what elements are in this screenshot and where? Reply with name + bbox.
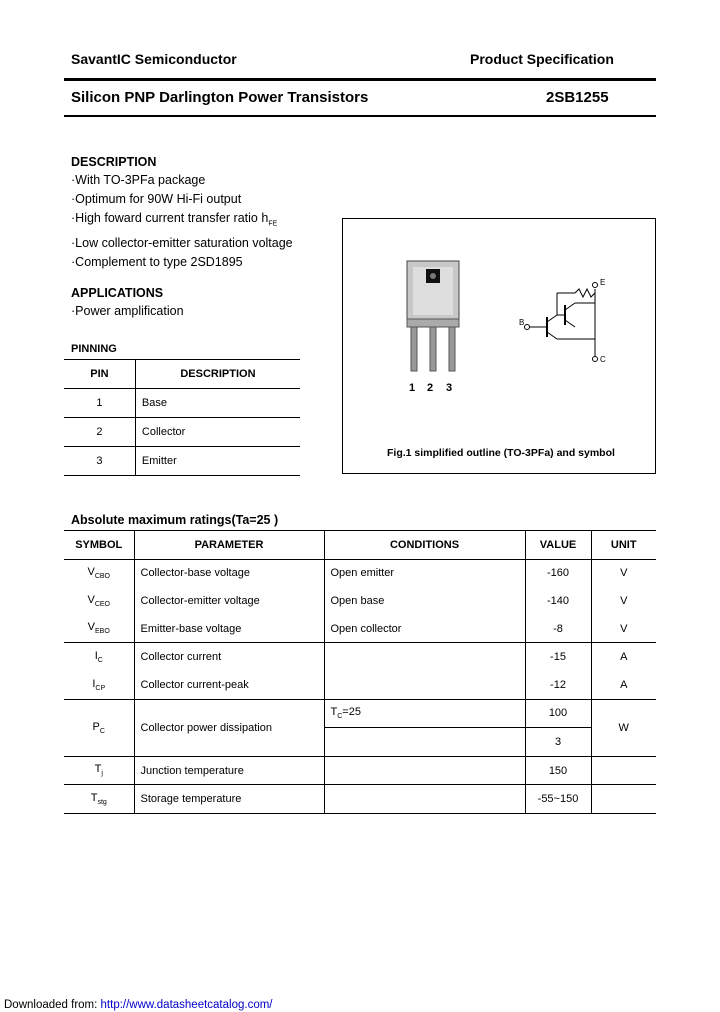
ratings-heading: Absolute maximum ratings(Ta=25 ) [71, 513, 279, 527]
table-row: 3 Emitter [64, 447, 300, 476]
figure-caption: Fig.1 simplified outline (TO-3PFa) and symbol [387, 447, 615, 459]
description-item: ·High foward current transfer ratio $h_{FE}$ [71, 211, 278, 228]
ratings-header-row: SYMBOL PARAMETER CONDITIONS VALUE UNIT [64, 531, 656, 560]
table-row: 1 Base [64, 389, 300, 418]
table-row: $T_j$ Junction temperature 150 [64, 756, 656, 785]
lead-1 [411, 327, 417, 371]
pinning-header-row [64, 360, 300, 389]
company-name: SavantIC Semiconductor [71, 51, 237, 67]
table-row: $V_{EBO}$ Emitter-base voltage Open collector -8 V [64, 615, 656, 643]
part-number: 2SB1255 [546, 89, 609, 106]
description-list [71, 171, 293, 272]
package-outline-drawing [343, 219, 655, 473]
package-base [407, 319, 459, 327]
description-item: ·Low collector-emitter saturation voltage [71, 235, 293, 250]
document-type: Product Specification [470, 51, 614, 67]
table-row: $P_C$ Collector power dissipation $T_C=25$ 100 W [64, 699, 656, 728]
pinning-col-pin: PIN [64, 360, 135, 389]
table-row: 2 Collector [64, 418, 300, 447]
figure-box [342, 218, 656, 474]
pin-label: 3 [446, 382, 453, 394]
applications-item: ·Power amplification [71, 304, 184, 318]
darlington-symbol [525, 283, 598, 362]
symbol-base-label: B [519, 318, 525, 327]
table-row: $T_{stg}$ Storage temperature -55~150 [64, 785, 656, 814]
ratings-table [64, 530, 656, 814]
description-item: ·Complement to type 2SD1895 [71, 254, 243, 269]
footer-label: Downloaded from: [4, 999, 101, 1011]
applications-heading: APPLICATIONS [71, 286, 164, 300]
description-heading: DESCRIPTION [71, 155, 157, 169]
pin-label: 1 [409, 382, 416, 394]
symbol-collector-label: C [600, 355, 606, 364]
description-item: ·With TO-3PFa package [71, 173, 206, 187]
resistor [575, 289, 595, 297]
header-rule-bottom [64, 115, 656, 117]
pin-label: 2 [427, 382, 434, 394]
footer-link[interactable]: http://www.datasheetcatalog.com/ [100, 999, 273, 1011]
table-row: $V_{CBO}$ Collector-base voltage Open emitter -160 V [64, 559, 656, 587]
pinning-heading: PINNING [71, 343, 117, 355]
symbol-emitter-label: E [600, 278, 606, 287]
lead-2 [430, 327, 436, 371]
footer [4, 999, 273, 1011]
table-row: 3 [64, 728, 656, 757]
header-rule-top [64, 78, 656, 81]
table-row: $I_C$ Collector current -15 A [64, 643, 656, 671]
lead-3 [449, 327, 455, 371]
page-title: Silicon PNP Darlington Power Transistors [71, 89, 369, 106]
table-row: $I_{CP}$ Collector current-peak -12 A [64, 671, 656, 699]
table-row: $V_{CEO}$ Collector-emitter voltage Open base -140 V [64, 587, 656, 615]
pinning-col-description: DESCRIPTION [135, 360, 300, 389]
pinning-table [64, 359, 300, 476]
description-item: ·Optimum for 90W Hi-Fi output [71, 192, 242, 206]
